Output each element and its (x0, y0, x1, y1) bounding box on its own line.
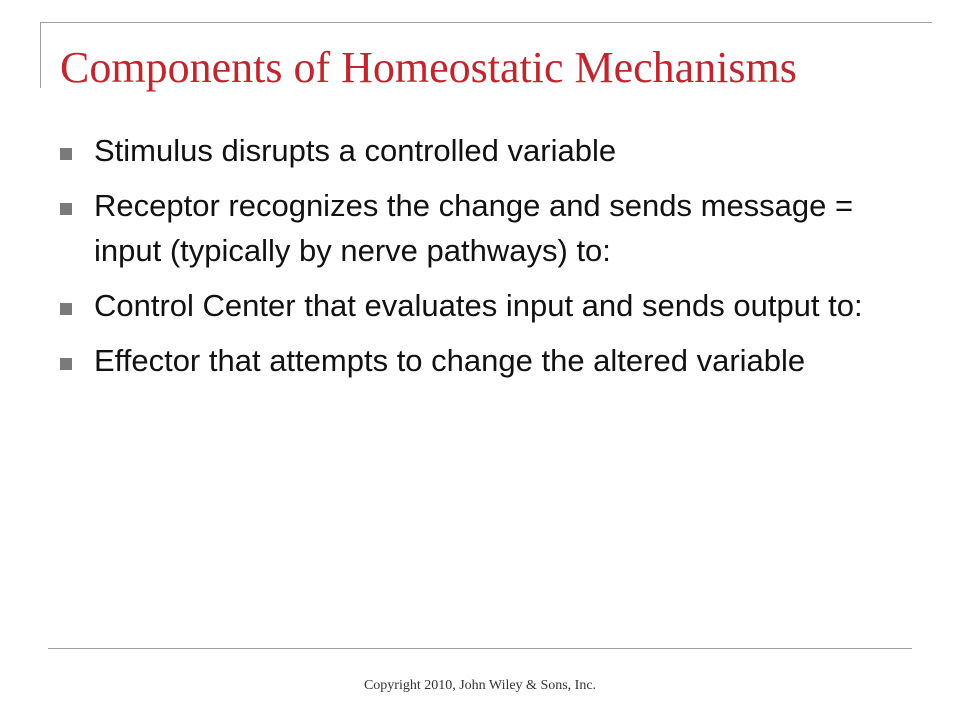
square-bullet-icon (60, 203, 72, 215)
bullet-item-stimulus (60, 128, 890, 173)
slide-title: Components of Homeostatic Mechanisms (60, 43, 797, 92)
bullet-list (60, 128, 890, 393)
square-bullet-icon (60, 148, 72, 160)
bullet-text: Receptor recognizes the change and sends message = input (typically by nerve pathways) to: (94, 188, 854, 268)
bullet-item-receptor (60, 183, 890, 273)
bullet-text: Effector that attempts to change the altered variable (94, 343, 806, 378)
bullet-text: Stimulus disrupts a controlled variable (94, 133, 617, 168)
bullet-item-effector (60, 338, 890, 383)
copyright-footer: Copyright 2010, John Wiley & Sons, Inc. (363, 678, 597, 693)
bullet-item-control-center (60, 283, 890, 328)
square-bullet-icon (60, 303, 72, 315)
left-frame-line (40, 22, 41, 88)
square-bullet-icon (60, 358, 72, 370)
bullet-text: Control Center that evaluates input and sends output to: (94, 288, 863, 323)
footer-rule (48, 648, 912, 649)
top-frame-line (40, 22, 932, 23)
